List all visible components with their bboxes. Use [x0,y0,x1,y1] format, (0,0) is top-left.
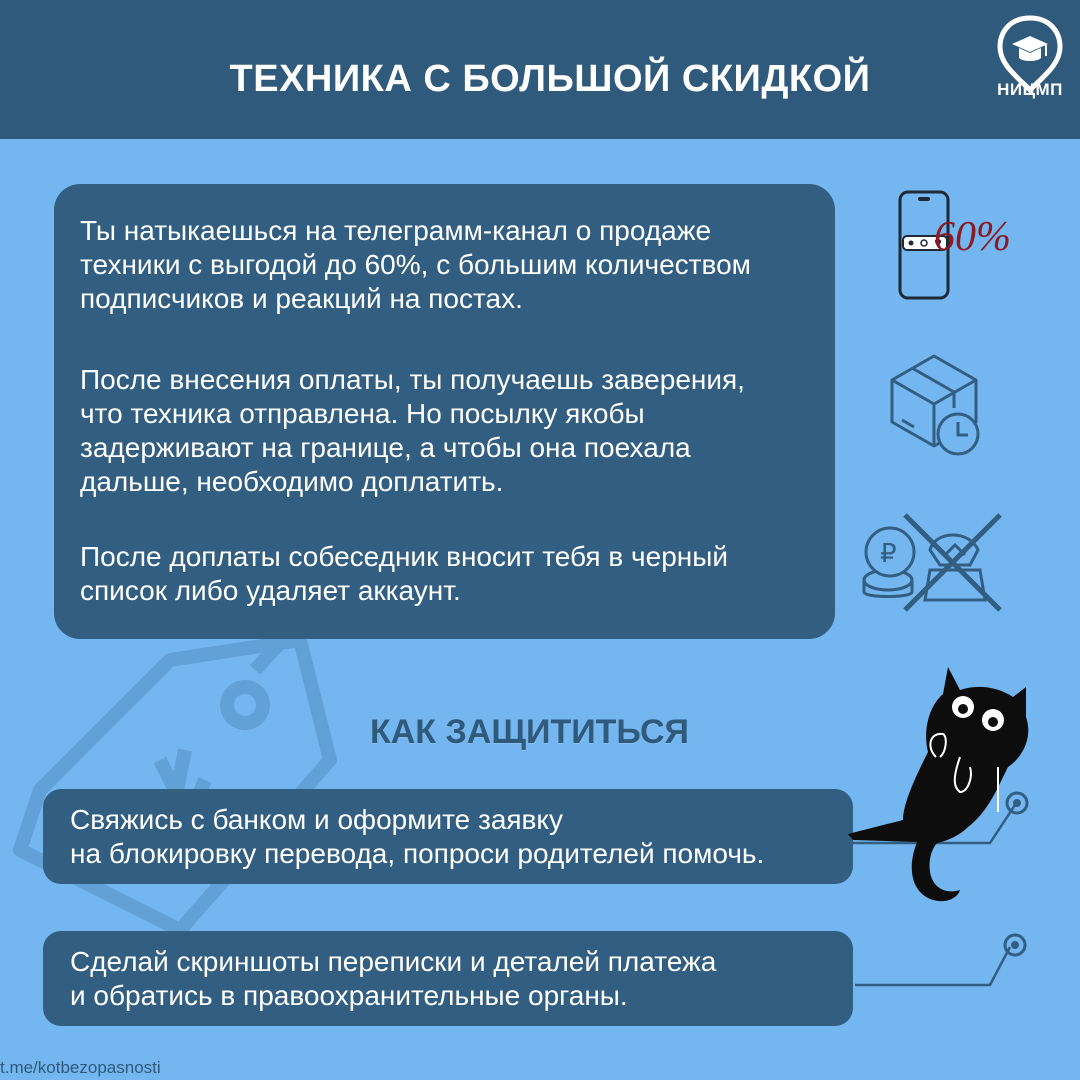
scenario-paragraph-1: Ты натыкаешься на телеграмм-канал о продаже техники с выгодой до 60%, с большим количеством подписчиков и реакций на постах. [80,215,751,314]
footer-link[interactable]: t.me/kotbezopasnosti [0,1058,161,1077]
protection-tip-1-text: Свяжись с банком и оформите заявку на блокировку перевода, попроси родителей помочь. [70,804,765,869]
phone-sale-icon [888,188,1038,303]
logo-text: НИЦМП [997,80,1063,99]
protection-tip-2 [43,931,853,1026]
protection-title: КАК ЗАЩИТИТЬСЯ [370,713,689,751]
page-title: ТЕХНИКА С БОЛЬШОЙ СКИДКОЙ [229,58,871,100]
scenario-card [54,184,835,639]
delayed-parcel-icon [888,352,983,457]
protection-tip-1 [43,789,853,884]
cat-mascot-icon [848,662,1033,907]
sale-percent-text: 60% [934,214,1011,260]
connector-line-2 [850,925,1040,995]
lost-money-icon [860,510,1010,615]
scenario-paragraph-3: После доплаты собеседник вносит тебя в черный список либо удаляет аккаунт. [80,541,728,606]
svg-text:₽: ₽ [880,538,897,568]
protection-tip-2-text: Сделай скриншоты переписки и деталей платежа и обратись в правоохранительные органы. [70,946,717,1011]
scenario-paragraph-2: После внесения оплаты, ты получаешь заверения, что техника отправлена. Но посылку якобы задерживают на границе, а чтобы она поехала дальше, необходимо доплатить. [80,364,745,497]
